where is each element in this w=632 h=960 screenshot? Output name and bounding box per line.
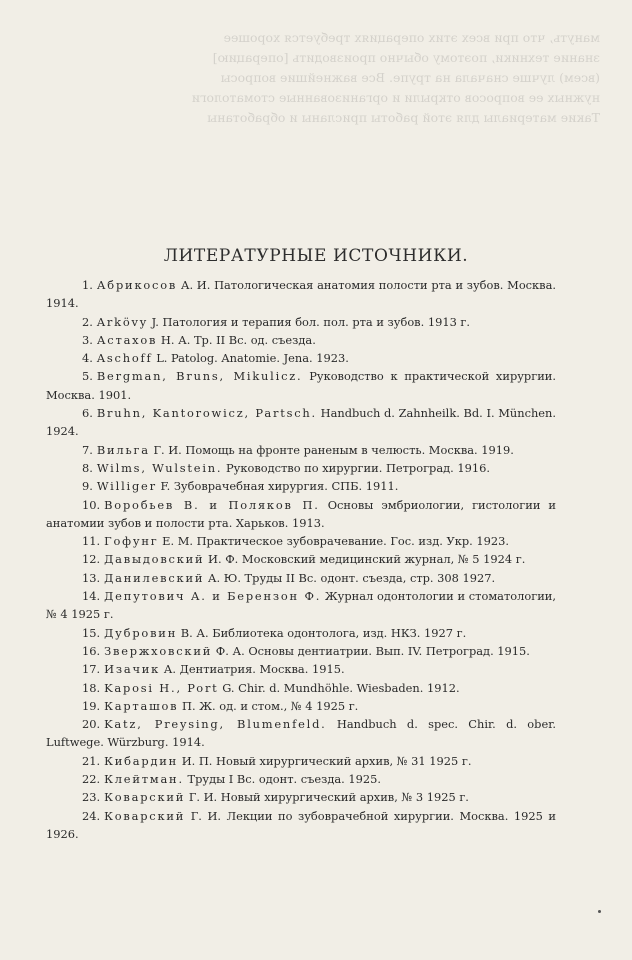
reference-author: Вильга [96, 442, 150, 457]
reference-text: Ф. А. Основы дентиатрии. Вып. IV. Петроград. 1915. [215, 643, 530, 658]
reference-author: Aschoff [96, 351, 153, 366]
reference-author: Астахов [96, 332, 158, 347]
reference-entry [46, 331, 556, 349]
reference-author: Коварский [104, 790, 186, 805]
ink-speck [598, 910, 601, 913]
reference-author: Абрикосов [96, 278, 178, 292]
reference-entry [46, 679, 556, 697]
reference-text: А. И. Патологическая анатомия полости рта и зубов. Москва. 1914. [46, 278, 556, 311]
reference-entry [46, 441, 556, 459]
reference-author: Bruhn, Kantorowicz, Partsch. [96, 406, 317, 421]
reference-list [46, 276, 556, 843]
reference-text: Г. И. Лекции по зубоврачебной хирургии. Москва. 1925 и 1926. [46, 808, 556, 841]
reference-entry [46, 715, 556, 752]
reference-entry [46, 496, 556, 533]
reference-author: Гофунг [104, 534, 159, 549]
reference-author: Данилевский [104, 570, 205, 585]
reference-author: Katz, Preysing, Blumenfeld. [104, 717, 327, 732]
reference-number: 13. [82, 570, 101, 585]
reference-text: F. Зубоврачебная хирургия. СПБ. 1911. [160, 479, 399, 494]
reference-entry [46, 660, 556, 678]
reference-entry [46, 477, 556, 495]
reference-entry [46, 752, 556, 770]
reference-text: Труды I Вс. одонт. съезда. 1925. [187, 772, 382, 787]
page-title: ЛИТЕРАТУРНЫЕ ИСТОЧНИКИ. [163, 246, 469, 266]
reference-entry [46, 642, 556, 660]
reference-text: И. Ф. Московский медицинский журнал, № 5 1924 г. [208, 552, 526, 567]
reference-text: J. Патология и терапия бол. пол. рта и зубов. 1913 г. [151, 314, 471, 329]
reference-number: 3. [82, 332, 93, 347]
bleed-line: Такие материалы для этой работы присланы и обработаны [207, 110, 600, 125]
reference-entry [46, 367, 556, 404]
reference-number: 2. [82, 314, 93, 329]
reference-text: Г. И. Новый хирургический архив, № 3 1925 г. [188, 790, 469, 805]
reference-entry [46, 770, 556, 788]
reference-author: Воробьев В. и Поляков П. [104, 497, 320, 512]
reference-author: Депутович А. и Берензон Ф. [104, 589, 322, 604]
reference-text: L. Patolog. Anatomie. Jena. 1923. [156, 351, 349, 366]
reference-text: И. П. Новый хирургический архив, № 31 1925 г. [181, 753, 472, 768]
reference-text: Журнал одонтологии и стоматологии, № 4 1925 г. [46, 589, 556, 622]
bleed-line: (всем) лучше сначала на трупе. Все важнейшие вопросы [220, 70, 600, 85]
reference-number: 1. [82, 278, 93, 292]
reference-text: Handbuch d. Zahnheilk. Bd. I. München. 1924. [46, 406, 556, 439]
reference-number: 8. [82, 460, 93, 475]
reference-text: Е. М. Практическое зубоврачевание. Гос. изд. Укр. 1923. [162, 534, 509, 549]
reference-text: Основы эмбриологии, гистологии и анатомии зубов и полости рта. Харьков. 1913. [46, 497, 557, 530]
reference-entry [46, 550, 556, 568]
reference-text: Руководство к практической хирургии. Москва. 1901. [46, 369, 557, 402]
reference-number: 17. [82, 662, 101, 677]
reference-text: Handbuch d. spec. Chir. d. ober. Luftwege. Würzburg. 1914. [46, 717, 557, 750]
reference-author: Williger [96, 479, 157, 494]
bleed-through-text [30, 28, 600, 188]
reference-number: 22. [82, 772, 101, 787]
reference-number: 16. [82, 643, 101, 658]
reference-number: 14. [82, 589, 101, 604]
reference-author: Кибардин [104, 753, 179, 768]
reference-text: А. Дентиатрия. Москва. 1915. [163, 662, 345, 677]
reference-entry [46, 807, 556, 844]
reference-number: 12. [82, 552, 101, 567]
reference-entry [46, 349, 556, 367]
reference-number: 4. [82, 351, 93, 366]
reference-entry [46, 697, 556, 715]
reference-author: Звержховский [104, 643, 213, 658]
reference-text: Руководство по хирургии. Петроград. 1916. [225, 460, 490, 475]
bleed-line: мануть, что при всех этих операциях требуется хорошее [223, 30, 600, 45]
reference-number: 10. [82, 497, 101, 512]
reference-text: Н. А. Тр. II Вс. од. съезда. [160, 332, 316, 347]
reference-text: А. Ю. Труды II Вс. одонт. съезда, стр. 308 1927. [207, 570, 496, 585]
reference-number: 5. [82, 369, 93, 384]
reference-text: В. А. Библиотека одонтолога, изд. НКЗ. 1927 г. [180, 625, 467, 640]
reference-entry [46, 276, 556, 313]
reference-number: 19. [82, 698, 101, 713]
reference-text: G. Chir. d. Mundhöhle. Wiesbaden. 1912. [222, 680, 460, 695]
reference-entry [46, 587, 556, 624]
reference-entry [46, 624, 556, 642]
reference-entry [46, 569, 556, 587]
bleed-line: знание техники, поэтому обычно производить [операцию] [212, 50, 600, 65]
reference-number: 6. [82, 406, 93, 421]
reference-entry [46, 532, 556, 550]
reference-author: Клейтман. [104, 772, 184, 787]
reference-number: 21. [82, 753, 101, 768]
reference-number: 18. [82, 680, 101, 695]
reference-number: 7. [82, 442, 93, 457]
reference-author: Карташов [104, 698, 179, 713]
reference-text: П. Ж. од. и стом., № 4 1925 г. [182, 698, 359, 713]
reference-number: 23. [82, 790, 101, 805]
reference-author: Wilms, Wulstein. [96, 460, 223, 475]
reference-author: Коварский [104, 808, 186, 823]
reference-number: 24. [82, 808, 101, 823]
reference-number: 11. [82, 534, 101, 549]
reference-author: Изачик [104, 662, 161, 677]
reference-author: Arkövy [96, 314, 148, 329]
reference-author: Bergman, Bruns, Mikulicz. [96, 369, 303, 384]
reference-number: 9. [82, 479, 93, 494]
reference-author: Kaposi H., Port [104, 680, 219, 695]
reference-author: Дубровин [104, 625, 178, 640]
reference-text: Г. И. Помощь на фронте раненым в челюсть. Москва. 1919. [153, 442, 514, 457]
reference-entry [46, 313, 556, 331]
reference-number: 15. [82, 625, 101, 640]
reference-number: 20. [82, 717, 101, 732]
reference-author: Давыдовский [104, 552, 205, 567]
reference-entry [46, 459, 556, 477]
bleed-line: нужных ее вопросов открыли и организованные стоматологи [191, 90, 600, 105]
reference-entry [46, 788, 556, 806]
reference-entry [46, 404, 556, 441]
